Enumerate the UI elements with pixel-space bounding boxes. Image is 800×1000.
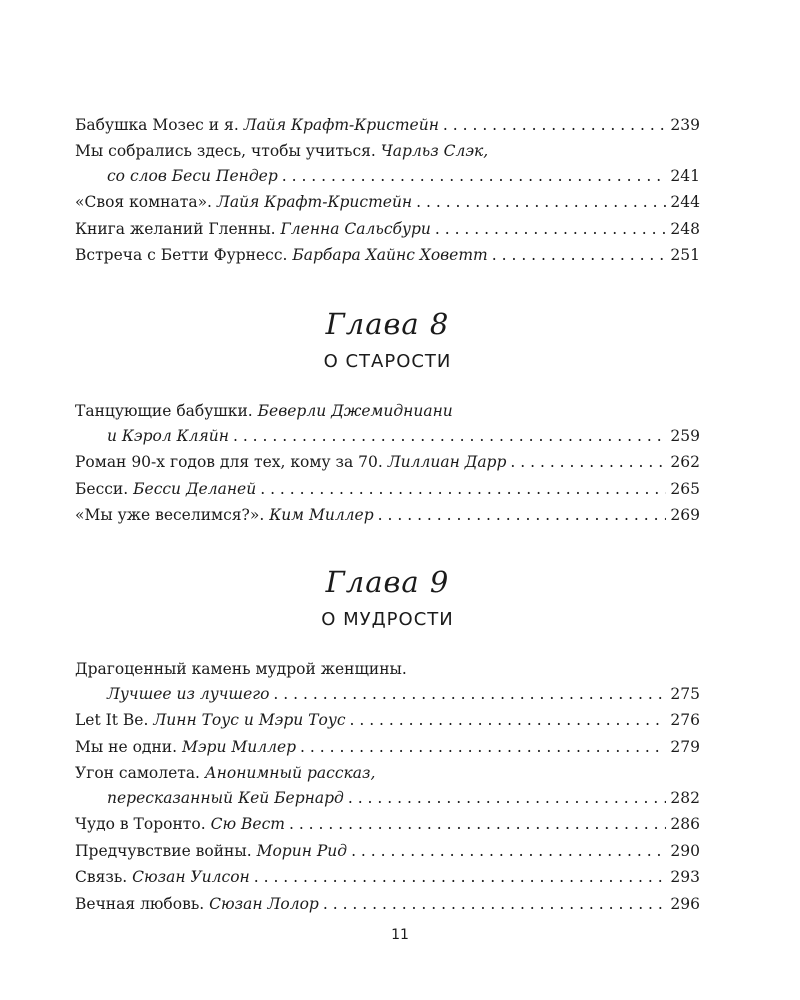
- page-number: 251: [670, 246, 700, 265]
- entry-author: Беверли Джемидниани: [257, 401, 453, 420]
- entry-author: Линн Тоус и Мэри Тоус: [153, 711, 346, 730]
- entry-author: Лайя Крафт-Кристейн: [216, 192, 413, 211]
- toc-entry: [75, 449, 700, 476]
- entry-title: Танцующие бабушки.: [75, 401, 253, 420]
- page-number: 265: [670, 479, 700, 498]
- dot-leader: [435, 216, 667, 243]
- entry-title: Роман 90-х годов для тех, кому за 70.: [75, 453, 383, 472]
- toc-entry: [75, 864, 700, 891]
- dot-leader: [282, 163, 667, 189]
- entry-author: Сюзан Уилсон: [132, 868, 250, 887]
- page-number: 241: [670, 166, 700, 185]
- toc-entry: [75, 891, 700, 918]
- page-number: 282: [670, 788, 700, 807]
- entry-title: Let It Be.: [75, 711, 149, 730]
- dot-leader: [254, 864, 667, 891]
- toc-entry: [75, 838, 700, 865]
- dot-leader: [510, 449, 666, 476]
- entry-title: Встреча с Бетти Фурнесс.: [75, 246, 288, 265]
- page-number: 275: [670, 685, 700, 704]
- toc-entry: [75, 761, 700, 811]
- entry-author: Морин Рид: [256, 841, 348, 860]
- page-number: 293: [670, 868, 700, 887]
- page-folio: 11: [391, 927, 409, 943]
- entry-title: Книга желаний Гленны.: [75, 219, 276, 238]
- toc-entry: [75, 734, 700, 761]
- dot-leader: [378, 502, 667, 529]
- dot-leader: [351, 838, 666, 865]
- chapter-8: [75, 301, 700, 529]
- entry-author-continued: пересказанный Кей Бернард: [107, 788, 344, 807]
- page-number: 262: [670, 453, 700, 472]
- entry-title: Вечная любовь.: [75, 894, 205, 913]
- page-number: 276: [670, 711, 700, 730]
- chapter-heading: Глава 8: [325, 306, 450, 341]
- dot-leader: [289, 811, 666, 838]
- dot-leader: [233, 423, 666, 449]
- page-number: 244: [670, 192, 700, 211]
- entry-title: Предчувствие войны.: [75, 841, 252, 860]
- toc-page: [75, 112, 700, 917]
- dot-leader: [443, 112, 667, 139]
- toc-entry: [75, 811, 700, 838]
- entry-author-continued: и Кэрол Кляйн: [107, 427, 229, 446]
- entry-title: Бабушка Мозес и я.: [75, 116, 239, 134]
- entry-author-continued: Лучшее из лучшего: [107, 685, 270, 704]
- toc-entry: [75, 707, 700, 734]
- entry-author: Чарльз Слэк,: [380, 141, 489, 160]
- page-number: 248: [670, 219, 700, 238]
- page-number: 290: [670, 841, 700, 860]
- entry-author: Ким Миллер: [269, 506, 374, 525]
- toc-entry: [75, 189, 700, 216]
- entry-author: Барбара Хайнс Ховетт: [292, 246, 488, 265]
- toc-entry: [75, 502, 700, 529]
- dot-leader: [300, 734, 666, 761]
- dot-leader: [492, 242, 667, 269]
- page-number: 239: [670, 116, 700, 134]
- entry-title: «Своя комната».: [75, 192, 212, 211]
- entry-title: Мы собрались здесь, чтобы учиться.: [75, 141, 376, 160]
- page-number: 286: [670, 814, 700, 833]
- dot-leader: [348, 785, 667, 811]
- dot-leader: [273, 681, 666, 707]
- chapter-9: [75, 559, 700, 917]
- page-number: 296: [670, 894, 700, 913]
- entry-title: Драгоценный камень мудрой женщины.: [75, 659, 407, 678]
- chapter-title: О СТАРОСТИ: [323, 350, 452, 372]
- toc-entry: [75, 139, 700, 189]
- toc-entry: [75, 216, 700, 243]
- entry-title: Мы не одни.: [75, 737, 178, 756]
- toc-entry: [75, 657, 700, 707]
- entry-title: Угон самолета.: [75, 763, 200, 782]
- entry-author: Гленна Сальсбури: [280, 219, 431, 238]
- entry-author: Лайя Крафт-Кристейн: [243, 116, 439, 134]
- chapter-heading: Глава 9: [325, 564, 450, 599]
- toc-entry: [75, 242, 700, 269]
- dot-leader: [260, 476, 666, 503]
- entry-author: Мэри Миллер: [181, 737, 297, 756]
- entry-author: Лиллиан Дарр: [387, 453, 507, 472]
- page-number: 269: [670, 506, 700, 525]
- entry-author: Сюзан Лолор: [209, 894, 319, 913]
- page-number: 259: [670, 427, 700, 446]
- page-number: 279: [670, 737, 700, 756]
- entry-author: Анонимный рассказ,: [204, 763, 376, 782]
- entry-title: Бесси.: [75, 479, 129, 498]
- entry-title: «Мы уже веселимся?».: [75, 506, 265, 525]
- toc-section-continued: [75, 112, 700, 269]
- entry-author: Сю Вест: [210, 814, 285, 833]
- entry-author-continued: со слов Беси Пендер: [107, 166, 278, 185]
- dot-leader: [350, 707, 667, 734]
- dot-leader: [323, 891, 667, 918]
- toc-entry: [75, 476, 700, 503]
- toc-entry: [75, 399, 700, 449]
- dot-leader: [416, 189, 666, 216]
- toc-entry: [75, 112, 700, 139]
- entry-title: Чудо в Торонто.: [75, 814, 206, 833]
- entry-author: Бесси Деланей: [133, 479, 257, 498]
- chapter-title: О МУДРОСТИ: [321, 608, 454, 630]
- entry-title: Связь.: [75, 868, 128, 887]
